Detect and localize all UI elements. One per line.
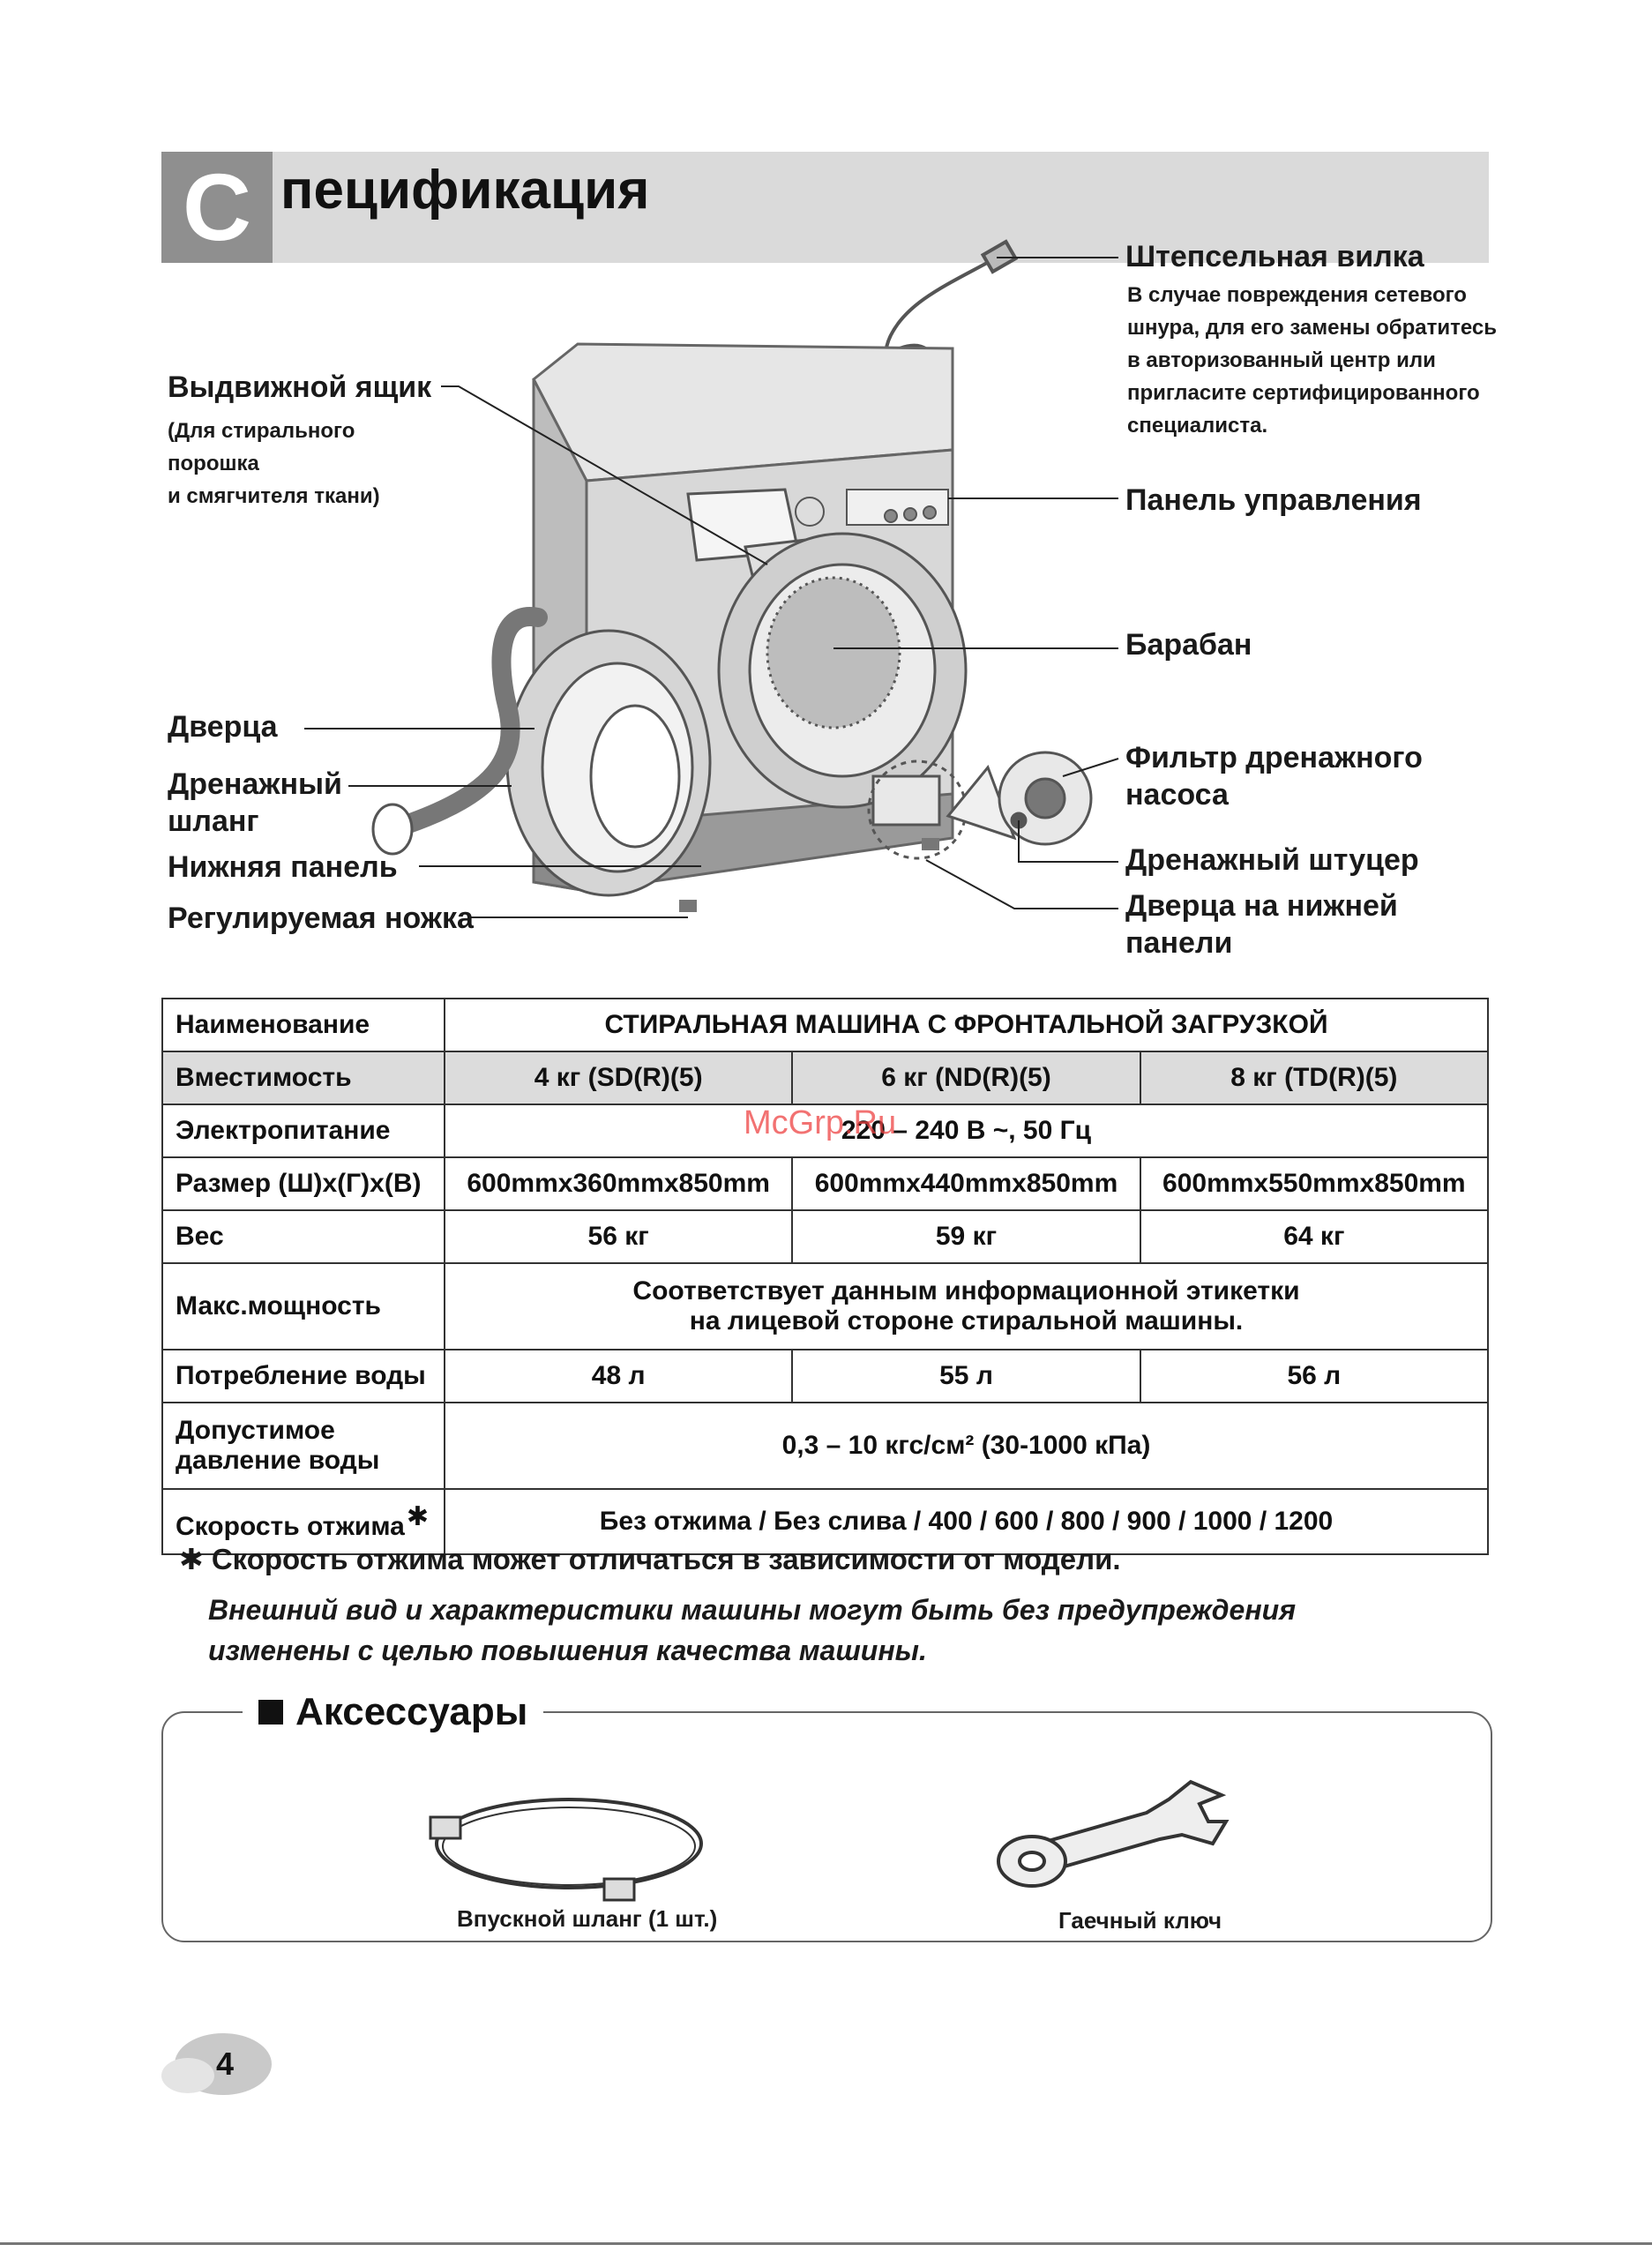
bottom-divider	[0, 2242, 1652, 2245]
drawer-note-line: порошка	[168, 452, 259, 475]
cell: 6 кг (ND(R)(5)	[792, 1051, 1140, 1104]
row-value: СТИРАЛЬНАЯ МАШИНА С ФРОНТАЛЬНОЙ ЗАГРУЗКОЙ	[445, 999, 1488, 1051]
table-row	[162, 1157, 1488, 1210]
door-label: Дверца	[168, 710, 278, 744]
row-label-line: давление воды	[176, 1446, 380, 1475]
control-panel-label: Панель управления	[1125, 483, 1422, 517]
table-row	[162, 999, 1488, 1051]
row-value: 0,3 – 10 кгс/см² (30-1000 кПа)	[445, 1403, 1488, 1489]
plug-note-line: специалиста.	[1127, 414, 1268, 438]
row-label: Вес	[162, 1210, 445, 1263]
plug-note-line: пригласите сертифицированного	[1127, 381, 1480, 405]
accessories-heading	[243, 1690, 543, 1734]
spec-table	[161, 998, 1489, 1555]
pump-filter-label-line2: насоса	[1125, 778, 1229, 812]
accessories-title: Аксессуары	[295, 1690, 528, 1733]
row-label	[162, 1403, 445, 1489]
drain-hose-label-line2: шланг	[168, 804, 259, 838]
row-label: Вместимость	[162, 1051, 445, 1104]
drawer-note-line: (Для стирального	[168, 419, 355, 443]
cell: 55 л	[792, 1350, 1140, 1403]
row-value: Без отжима / Без слива / 400 / 600 / 800 / 900 / 1000 / 1200	[445, 1489, 1488, 1554]
title-letter: С	[183, 153, 251, 260]
table-row	[162, 1350, 1488, 1403]
cell: 600mmx550mmx850mm	[1140, 1157, 1488, 1210]
plug-note-line: В случае повреждения сетевого	[1127, 283, 1467, 307]
adjustable-foot-label: Регулируемая ножка	[168, 902, 474, 935]
cell: 64 кг	[1140, 1210, 1488, 1263]
lower-panel-label: Нижняя панель	[168, 850, 398, 884]
cell: 59 кг	[792, 1210, 1140, 1263]
drum-graphic	[719, 534, 966, 807]
adjustable-foot-graphic	[679, 900, 697, 912]
row-label-line: Допустимое	[176, 1416, 335, 1445]
plug-label: Штепсельная вилка	[1125, 240, 1424, 273]
table-row	[162, 1210, 1488, 1263]
drawer-label: Выдвижной ящик	[168, 370, 432, 404]
disclaimer-line: Внешний вид и характеристики машины могут быть без предупреждения	[208, 1594, 1297, 1626]
row-value	[445, 1263, 1488, 1350]
hose-icon	[423, 1777, 714, 1905]
asterisk-mark: ✱	[406, 1502, 429, 1531]
drain-hose-label: Дренажный	[168, 767, 342, 801]
cell: 48 л	[445, 1350, 792, 1403]
cell: 600mmx360mmx850mm	[445, 1157, 792, 1210]
cell: 4 кг (SD(R)(5)	[445, 1051, 792, 1104]
wrench-icon	[988, 1773, 1235, 1892]
table-row	[162, 1051, 1488, 1104]
plug-note-line: шнура, для его замены обратитесь	[1127, 316, 1497, 340]
row-label: Размер (Ш)x(Г)x(В)	[162, 1157, 445, 1210]
cell: 8 кг (TD(R)(5)	[1140, 1051, 1488, 1104]
row-label-text: Скорость отжима	[176, 1512, 405, 1541]
drain-plug-label: Дренажный штуцер	[1125, 843, 1419, 877]
accessory-label-wrench: Гаечный ключ	[1058, 1907, 1222, 1934]
drawer-note-line: и смягчителя ткани)	[168, 484, 380, 508]
drum-label: Барабан	[1125, 628, 1252, 662]
row-label: Макс.мощность	[162, 1263, 445, 1350]
row-value: 220 – 240 В ~, 50 Гц	[445, 1104, 1488, 1157]
door-graphic	[507, 631, 710, 895]
row-label: Потребление воды	[162, 1350, 445, 1403]
row-label: Электропитание	[162, 1104, 445, 1157]
page-number-badge	[161, 2031, 272, 2097]
accessory-label-hose: Впускной шланг (1 шт.)	[457, 1905, 718, 1932]
watermark: McGrp.Ru	[744, 1104, 897, 1141]
disclaimer-line: изменены с целью повышения качества машины.	[208, 1635, 927, 1666]
cell: 56 кг	[445, 1210, 792, 1263]
lower-door-label: Дверца на нижней	[1125, 889, 1398, 923]
pump-filter-label: Фильтр дренажного	[1125, 741, 1423, 774]
table-row	[162, 1403, 1488, 1489]
row-label: Наименование	[162, 999, 445, 1051]
table-row	[162, 1263, 1488, 1350]
cell: 56 л	[1140, 1350, 1488, 1403]
square-bullet-icon	[258, 1700, 283, 1725]
page-title: пецификация	[280, 160, 650, 221]
accessories-frame	[161, 1711, 1492, 1942]
cell: 600mmx440mmx850mm	[792, 1157, 1140, 1210]
row-value-line: на лицевой стороне стиральной машины.	[689, 1306, 1244, 1335]
footnote: ✱ Скорость отжима может отличаться в зависимости от модели.	[179, 1543, 1121, 1575]
lower-door-label-line2: панели	[1125, 926, 1233, 960]
page-number: 4	[216, 2046, 235, 2082]
plug-note-line: в авторизованный центр или	[1127, 348, 1436, 372]
row-value-line: Соответствует данным информационной этикетки	[632, 1276, 1300, 1306]
